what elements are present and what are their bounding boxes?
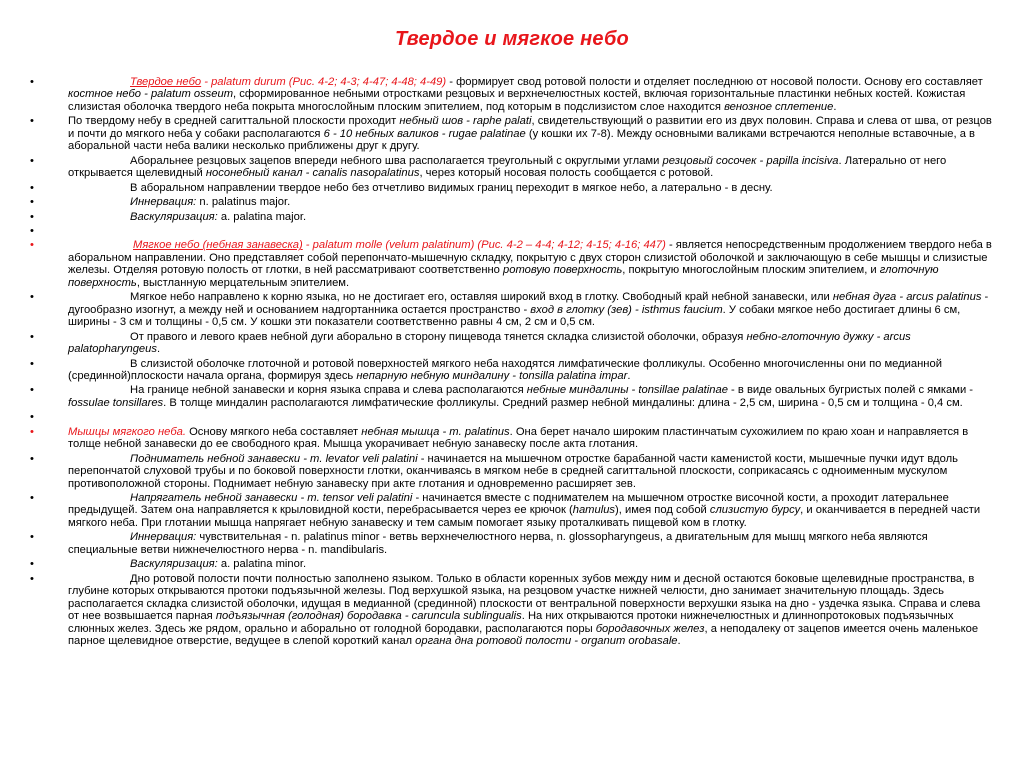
bullet: • — [30, 330, 34, 343]
list-item: • По твердому небу в средней сагиттальной плоскости проходит небный шов - raphe palati, свидетельствующий о развитии его из двух половин. Справа и слева от шва, от резцов и почти до мягкого неба у собаки располагаются 6 - 10 небных валиков - rugae palatinae (у кошки их 7-8). Между основными валиками встречаются неполные вставочные, а в аборальной части неба валики несколько приближены друг к другу. — [30, 115, 992, 153]
bullet: • — [30, 154, 34, 167]
bullet: • — [30, 558, 34, 571]
term-soft-palate-muscles: Мышцы мягкого неба. — [68, 425, 186, 438]
bullet: • — [30, 115, 34, 128]
list-item: • В аборальном направлении твердое небо без отчетливо видимых границ переходит в мягкое небо, а латерально - в десну. — [30, 181, 773, 194]
list-item: • Васкуляризация: a. palatina minor. — [30, 558, 307, 571]
bullet: • — [30, 425, 34, 438]
term-soft-palate: Мягкое небо (небная занавеска) — [133, 239, 303, 252]
bullet: • — [30, 411, 34, 424]
list-item: • Дно ротовой полости почти полностью заполнено языком. Только в области коренных зубов между ним и десной остаются боковые щелевидные пространства, в глубине которых открываются протоки подъязычной железы. Под верхушкой языка, на резцовом участке нижней челюсти, дно занимает значительную площадь. Здесь располагается складка слизистой оболочки, идущая в медианной (срединной) плоскости от вентральной поверхности верхушки языка на дно - уздечка языка. Справа и слева от нее возвышается парная подъязычная (голодная) бородавка - caruncula sublingualis. На них открываются протоки нижнечелюстных и длиннопротоковых подъязычных слюнных желез. Здесь же рядом, орально и аборально от голодной бородавки, располагаются поры бородавочных желез, а неподалеку от зацепов имеется очень маленькое парное щелевидное отверстие, ведущее в слепой короткий канал органа дна ротовой полости - organum orobasale. — [30, 572, 981, 647]
term-hard-palate: Твердое небо — [130, 76, 202, 88]
list-item-empty — [30, 411, 992, 423]
list-item: • Мягкое небо направлено к корню языка, но не достигает его, оставляя широкий вход в глотку. Свободный край небной занавески, или небная дуга - arcus palatinus - дугообразно изогнут, а между ней и основанием надгортанника остается пространство - вход в глотку (зев) - isthmus faucium. У собаки мягкое небо достигает длины 6 см, ширины - 3 см и толщины - 0,5 см. У кошки эти показатели соответственно равны 4 см, 2 см и 0,5 см. — [30, 291, 989, 329]
bullet: • — [30, 531, 34, 544]
list-item: • Васкуляризация: a. palatina major. — [30, 210, 307, 223]
bullet: • — [30, 357, 34, 370]
bullet-list — [30, 76, 992, 649]
bullet: • — [30, 239, 34, 252]
bullet: • — [30, 76, 34, 88]
list-item: • Аборальнее резцовых зацепов впереди небного шва располагается треугольный с округлыми углами резцовый сосочек - papilla incisiva. Латерально от него открывается щелевидный носонебный канал - canalis nasopalatinus, через который носовая полость сообщается с ротовой. — [30, 154, 947, 180]
list-item-empty — [30, 225, 992, 237]
bullet: • — [30, 210, 34, 223]
list-item: • В слизистой оболочке глоточной и ротовой поверхностей мягкого неба находятся лимфатические фолликулы. Особенно многочисленны они по медианной (срединной)плоскости начала органа, формируя здесь непарную небную миндалину - tonsilla palatina impar. — [30, 357, 942, 382]
bullet: • — [30, 181, 34, 194]
list-item: • На границе небной занавески и корня языка справа и слева располагаются небные миндалины - tonsillae palatinae - в виде овальных бугристых полей с ямками - fossulae tonsillares. В толще миндалин располагаются лимфатические фолликулы. Средний размер небной миндалины: длина - 2,5 см, ширина - 0,5 см и толщина - 0,4 см. — [30, 384, 974, 409]
bullet: • — [30, 291, 34, 304]
list-item: • Подниматель небной занавески - m. levator veli palatini - начинается на мышечном отростке барабанной части каменистой кости, мышечные пучки идут вдоль перепончатой слуховой трубы и по боковой поверхности глотки, оканчиваясь в мягком небе в средней сагиттальной плоскости, соприкасаясь с одноименным мускулом противоположной стороны. Поднимает небную занавеску при акте глотания и одновременно расширяет зев. — [30, 452, 958, 490]
list-item: • Иннервация: чувствительная - n. palatinus minor - ветвь верхнечелюстного нерва, n. glossopharyngeus, а двигательным для мышц мягкого неба являются специальные ветви нижнечелюстного нерва - n. mandibularis. — [30, 531, 928, 556]
bullet: • — [30, 384, 34, 397]
bullet: • — [30, 224, 34, 237]
slide-title: Твердое и мягкое небо — [395, 28, 629, 50]
list-item: • Твердое небо - palatum durum (Рис. 4-2; 4-3; 4-47; 4-48; 4-49) - формирует свод ротовой полости и отделяет последнюю от носовой полости. Основу его составляет костное небо - palatum osseum, сформированное небными отростками резцовых и верхнечелюстных костей, включая горизонтальные пластинки небных костей. Кожистая слизистая оболочка твердого неба покрыта многослойным плоским эпителием, под которым в подслизистом слое находится венозное сплетение. — [30, 76, 983, 113]
bullet: • — [30, 492, 34, 505]
bullet: • — [30, 452, 34, 465]
list-item: • Иннервация: n. palatinus major. — [30, 196, 291, 209]
list-item: • Напрягатель небной занавески - m. tensor veli palatini - начинается вместе с поднимателем на мышечном отростке височной кости, а проходит латеральнее предыдущей. Затем она направляется к крыловидной кости, перебрасывается через ее крючок (hamulus), имея под собой слизистую бурсу, и оканчивается в передней части мягкого неба. При глотании мышца напрягает небную занавеску и тем самым помогает языку проталкивать пищевой ком в глотку. — [30, 492, 981, 529]
bullet: • — [30, 196, 34, 209]
list-item: • От правого и левого краев небной дуги аборально в сторону пищевода тянется складка слизистой оболочки, образуя небно-глоточную дужку - arcus palatopharyngeus. — [30, 330, 911, 356]
list-item: • Мягкое небо (небная занавеска) - palatum molle (velum palatinum) (Рис. 4-2 – 4-4; 4-12; 4-15; 4-16; 447) - является непосредственным продолжением твердого неба в аборальном направлении. Оно представляет собой перепончато-мышечную складку, покрытую с двух сторон слизистой оболочкой и заключающую в себе мышцы и слизистые железы. Отделяя ротовую полость от глотки, в ней рассматривают соответственно ротовую поверхность, покрытую многослойным плоским эпителием, и глоточную поверхность, выстланную мерцательным эпителием. — [30, 239, 992, 289]
list-item: • Мышцы мягкого неба. Основу мягкого неба составляет небная мышца - m. palatinus. Она берет начало широким пластинчатым сухожилием по краю хоан и направляется в толще небной занавески до ее свободного края. Мышца укорачивает небную занавеску после акта глотания. — [30, 425, 969, 451]
bullet: • — [30, 572, 34, 585]
